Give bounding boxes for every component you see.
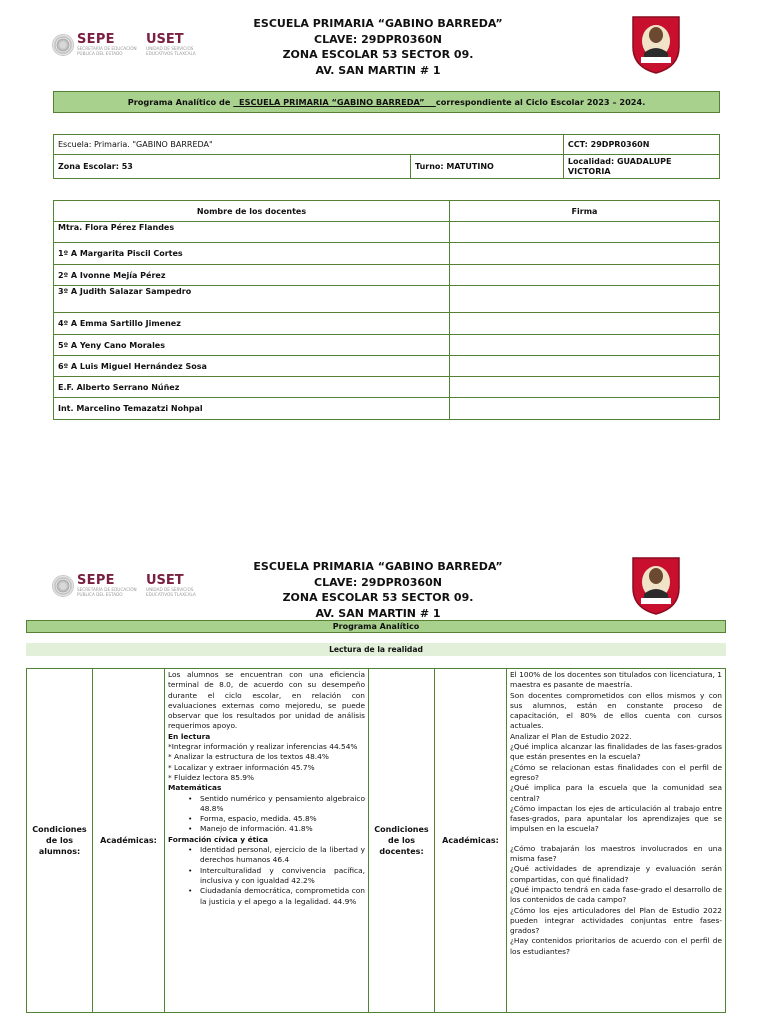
docentes-paragraph: ¿Cómo impactan los ejes de articulación al trabajo entre fases-grados, para apuntalar los aprendizajes que se impulsen en la escuela? (510, 803, 722, 834)
signature-cell (450, 335, 720, 356)
lectura-item: * Analizar la estructura de los textos 48.4% (168, 752, 329, 762)
signature-cell (450, 313, 720, 335)
bullet-icon: • (188, 814, 193, 824)
school-info-table (53, 134, 720, 179)
docentes-content-cell (507, 669, 726, 1013)
school-address: AV. SAN MARTIN # 1 (315, 606, 441, 620)
docentes-paragraph: ¿Qué impacto tendrá en cada fase-grado el desarrollo de los contenidos de cada campo? (510, 884, 722, 905)
sepe-logo-text: SEPE (77, 573, 115, 588)
matematicas-title: Matemáticas (168, 783, 222, 793)
cond-docentes-cell: Condiciones de los docentes: (369, 669, 435, 1013)
program-title-bar (53, 91, 720, 113)
school-header-2 (228, 559, 528, 621)
signature-cell (450, 222, 720, 243)
escuela-cell: Escuela: Primaria. "GABINO BARREDA" (54, 135, 564, 155)
lectura-item: * Fluidez lectora 85.9% (168, 772, 255, 782)
docentes-paragraph: Analizar el Plan de Estudio 2022. (510, 731, 632, 741)
school-clave: CLAVE: 29DPR0360N (314, 32, 442, 46)
docentes-paragraph: ¿Qué implica alcanzar las finalidades de las fases-grados que están presentes en la escuela? (510, 742, 722, 762)
civica-item: • Ciudadanía democrática, comprometida con la justicia y el apego a la legalidad. 44.9% (188, 886, 365, 906)
docentes-paragraph: ¿Hay contenidos prioritarios de acuerdo con el perfil de los estudiantes? (510, 936, 722, 956)
teachers-name-header: Nombre de los docentes (54, 201, 450, 222)
program-title-prefix: Programa Analítico de (127, 97, 231, 107)
sepe-logo-sub1: SECRETARÍA DE EDUCACIÓN (77, 587, 137, 592)
sepe-logo-2 (52, 574, 137, 597)
program-title-school: ESCUELA PRIMARIA “GABINO BARREDA” (233, 97, 436, 107)
sepe-logo-sub2: PÚBLICA DEL ESTADO (77, 592, 123, 597)
uset-logo-sub2: EDUCATIVOS TLAXCALA (146, 592, 196, 597)
civica-title: Formación cívica y ética (168, 834, 269, 844)
teachers-sign-header: Firma (450, 201, 720, 222)
teacher-row: 6º A Luis Miguel Hernández Sosa (54, 356, 450, 377)
teacher-row: 3º A Judith Salazar Sampedro (54, 286, 450, 313)
teacher-row: Int. Marcelino Temazatzi Nohpal (54, 398, 450, 420)
civica-item: • Interculturalidad y convivencia pacífica, inclusiva y con igualdad 42.2% (188, 865, 365, 885)
school-header (228, 16, 528, 78)
signature-cell (450, 243, 720, 265)
teacher-row: 4º A Emma Sartillo Jimenez (54, 313, 450, 335)
localidad-cell: Localidad: GUADALUPE VICTORIA (563, 155, 719, 179)
mat-item: • Forma, espacio, medida. 45.8% (188, 814, 317, 824)
mat-item: • Sentido numérico y pensamiento algebraico 48.8% (188, 793, 365, 813)
uset-logo-2 (146, 574, 196, 597)
sepe-flower-icon (52, 34, 74, 56)
school-name: ESCUELA PRIMARIA “GABINO BARREDA” (253, 560, 503, 573)
uset-logo-sub1: UNIDAD DE SERVICIOS (146, 587, 194, 592)
bullet-icon: • (188, 845, 193, 855)
sepe-logo-sub1: SECRETARÍA DE EDUCACIÓN (77, 46, 137, 51)
uset-logo-text: USET (146, 32, 184, 47)
bullet-icon: • (188, 886, 193, 896)
school-zona: ZONA ESCOLAR 53 SECTOR 09. (282, 591, 474, 604)
teachers-table (53, 200, 720, 420)
bullet-icon: • (188, 865, 193, 875)
lectura-item: *Integrar información y realizar inferencias 44.54% (168, 742, 358, 752)
lectura-title: En lectura (168, 731, 211, 741)
teacher-row: 2º A Ivonne Mejía Pérez (54, 265, 450, 286)
alumnos-intro: Los alumnos se encuentran con una eficiencia terminal de 8.0, de acuerdo con su desempeño durante el ciclo escolar, en relación con evaluaciones externas como mejoredu, se puede observar que los resultados por unidad de análisis requerimos apoyo. (168, 670, 365, 731)
docentes-paragraph: ¿Qué actividades de aprendizaje y evaluación serán compartidas, con qué finalidad? (510, 864, 722, 884)
teacher-row: Mtra. Flora Pérez Flandes (54, 222, 450, 243)
program-title-suffix: correspondiente al Ciclo Escolar 2023 – 2024. (435, 97, 646, 107)
lectura-realidad-bar: Lectura de la realidad (26, 643, 726, 656)
turno-cell: Turno: MATUTINO (411, 155, 564, 179)
signature-cell (450, 356, 720, 377)
docentes-paragraph: Son docentes comprometidos con ellos mismos y con sus alumnos, están en constante proceso de capacitación, el 80% de ellos cuenta con cursos actuales. (510, 690, 722, 731)
school-clave: CLAVE: 29DPR0360N (314, 575, 442, 589)
sepe-flower-icon (52, 575, 74, 597)
sepe-logo-text: SEPE (77, 32, 115, 47)
sepe-logo (52, 33, 137, 56)
signature-cell (450, 377, 720, 398)
docentes-paragraph: ¿Cómo los ejes articuladores del Plan de Estudio 2022 pueden integrar actividades conjuntas entre fases-grados? (510, 905, 722, 936)
uset-logo-sub1: UNIDAD DE SERVICIOS (146, 46, 194, 51)
teacher-row: 5º A Yeny Cano Morales (54, 335, 450, 356)
docentes-paragraph: ¿Qué implica para la escuela que la comunidad sea central? (510, 783, 722, 803)
teacher-row: 1º A Margarita Piscil Cortes (54, 243, 450, 265)
signature-cell (450, 265, 720, 286)
uset-logo-text: USET (146, 573, 184, 588)
school-name: ESCUELA PRIMARIA “GABINO BARREDA” (253, 17, 503, 30)
lectura-item: * Localizar y extraer información 45.7% (168, 762, 315, 772)
school-address: AV. SAN MARTIN # 1 (315, 63, 441, 77)
uset-logo-sub2: EDUCATIVOS TLAXCALA (146, 51, 196, 56)
alumnos-content-cell (165, 669, 369, 1013)
lectura-realidad-table (26, 668, 726, 1013)
teacher-row: E.F. Alberto Serrano Núñez (54, 377, 450, 398)
academicas-alumnos-cell: Académicas: (93, 669, 165, 1013)
signature-cell (450, 286, 720, 313)
docentes-paragraph: ¿Cómo trabajarán los maestros involucrados en una misma fase? (510, 843, 722, 864)
bullet-icon: • (188, 793, 193, 803)
shield-icon (629, 554, 683, 616)
mat-item: • Manejo de información. 41.8% (188, 824, 313, 834)
school-zona: ZONA ESCOLAR 53 SECTOR 09. (282, 48, 474, 61)
civica-item: • Identidad personal, ejercicio de la libertad y derechos humanos 46.4 (188, 845, 365, 865)
academicas-docentes-cell: Académicas: (435, 669, 507, 1013)
programa-analitico-bar: Programa Analítico (26, 620, 726, 633)
zona-cell: Zona Escolar: 53 (54, 155, 411, 179)
sepe-logo-sub2: PÚBLICA DEL ESTADO (77, 51, 123, 56)
cond-alumnos-cell: Condiciones de los alumnos: (27, 669, 93, 1013)
bullet-icon: • (188, 824, 193, 834)
docentes-paragraph: El 100% de los docentes son titulados con licenciatura, 1 maestra es pasante de maestría. (510, 670, 722, 690)
school-shield-logo (629, 13, 683, 79)
school-shield-logo-2 (629, 554, 683, 620)
signature-cell (450, 398, 720, 420)
shield-icon (629, 13, 683, 75)
docentes-paragraph: ¿Cómo se relacionan estas finalidades con el perfil de egreso? (510, 762, 722, 782)
spacer (510, 835, 722, 844)
uset-logo (146, 33, 196, 56)
cct-cell: CCT: 29DPR0360N (563, 135, 719, 155)
